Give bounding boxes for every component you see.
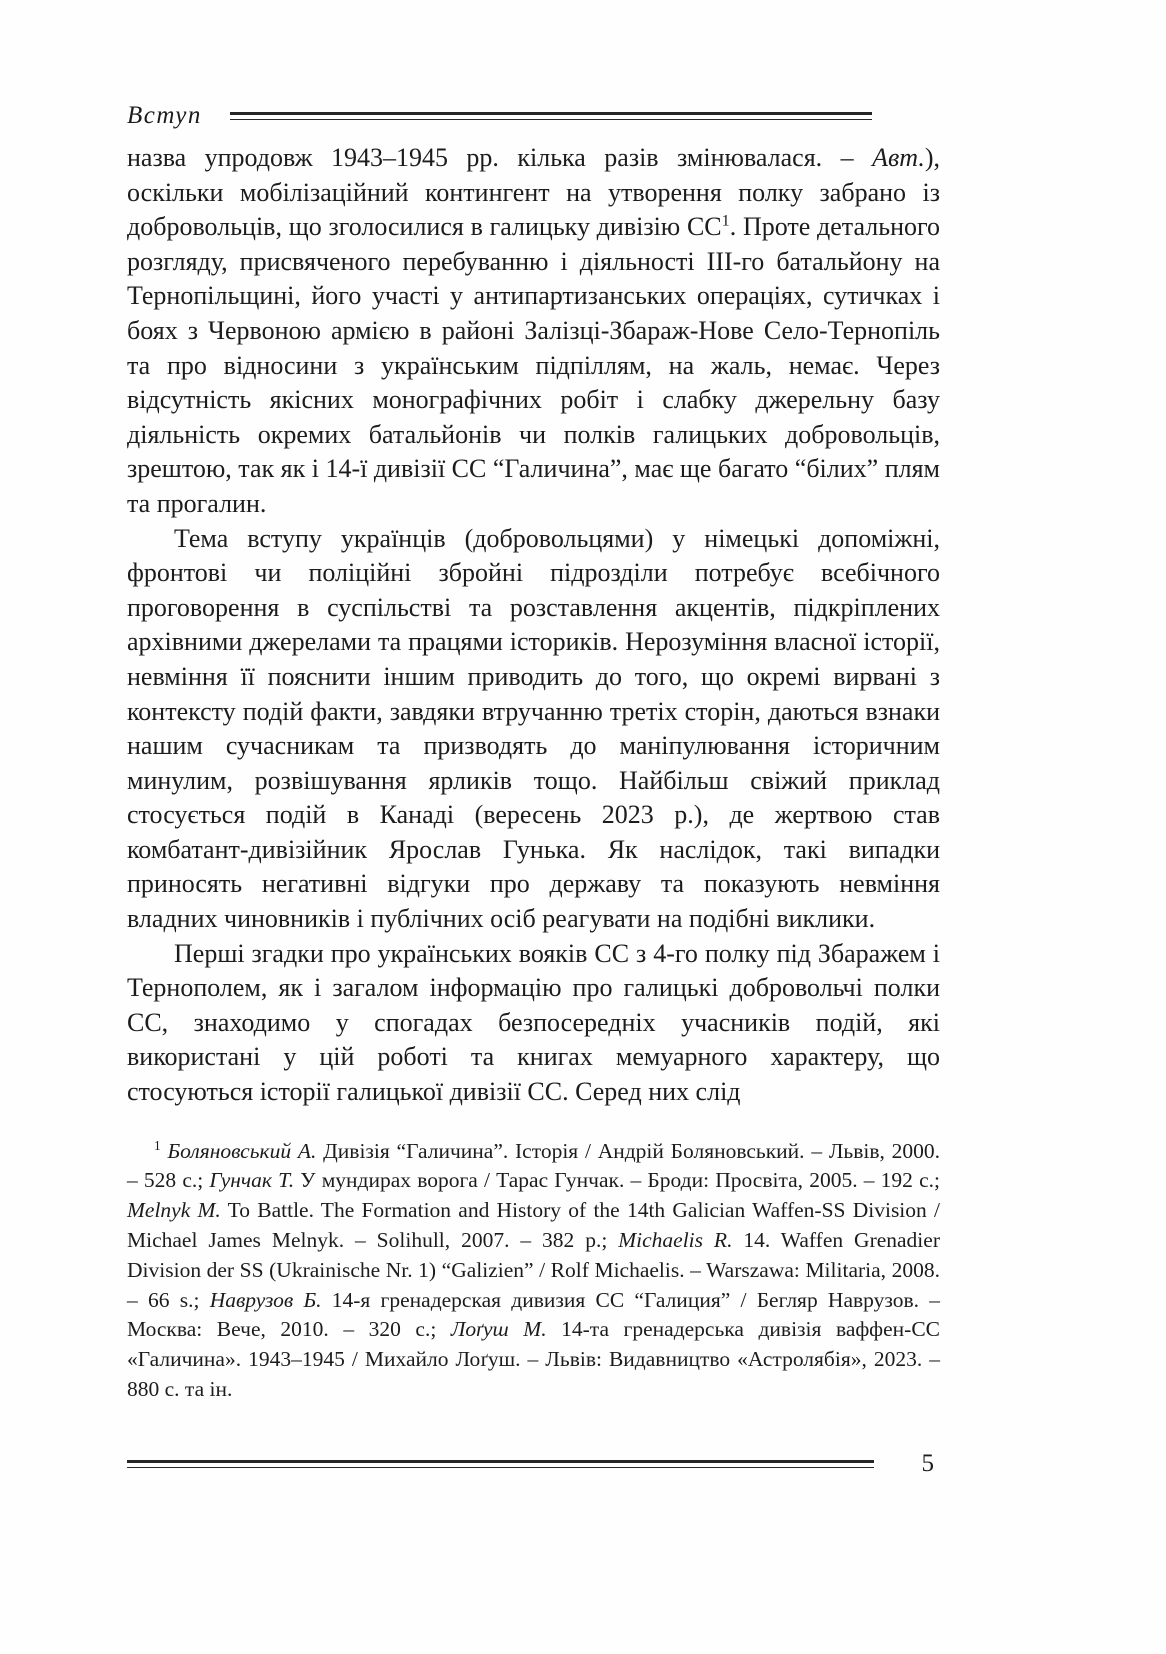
text-segment: Перші згадки про українських вояків СС з 4-го полку під Збаражем і Тернополем, як і загалом інформацію про галицькі добровольчі полки СС, знаходимо у спогадах безпосередніх учасників подій, які використані у цій роботі та книгах мемуарного характеру, що стосуються історії галицької дивізії СС. Серед них слід: [127, 938, 940, 1107]
text-segment: назва упродовж 1943–1945 рр. кілька разів змінювалася. –: [127, 143, 873, 172]
italic-text: Авт.: [872, 143, 925, 172]
paragraph: [127, 937, 940, 1110]
superscript-marker: 1: [154, 1137, 161, 1153]
text-segment: Дивізія “Галичина”. Історія / Андрій Боляновський. – Львів, 2000. – 528 с.;: [127, 1138, 941, 1193]
paragraph: [127, 522, 940, 937]
text-segment: . Проте детального розгляду, присвяченого перебуванню і діяльності ІІІ-го батальйону на Тернопільщині, його участі у антипартизанських операціях, сутичках і боях з Червоною армією в районі Залізці-Збараж-Нове Село-Тернопіль та про відносини з українським підпіллям, на жаль, немає. Через відсутність якісних монографічних робіт і слабку джерельну базу діяльність окремих батальйонів чи полків галицьких добровольців, зрештою, так як і 14-ї дивізії СС “Галичина”, має ще багато “білих” плям та прогалин.: [127, 212, 941, 518]
page-content: [127, 141, 940, 1405]
paragraph: [127, 141, 940, 522]
text-segment: Тема вступу українців (добровольцями) у німецькі допоміжні, фронтові чи поліційні збройні підрозділи потребує всебічного проговорення в суспільстві та розставлення акцентів, підкріплених архівними джерелами та працями істориків. Нерозуміння власної історії, невміння її пояснити іншим приводить до того, що окремі вирвані з контексту подій факти, завдяки втручанню третіх сторін, даються взнаки нашим сучасникам та призводять до маніпулювання історичним минулим, розвішування ярликів тощо. Найбільш свіжий приклад стосується подій в Канаді (вересень 2023 р.), де жертвою став комбатант-дивізійник Ярослав Гунька. Як наслідок, такі випадки приносять негативні відгуки про державу та показують невміння владних чиновників і публічних осіб реагувати на подібні виклики.: [127, 523, 940, 934]
italic-text: Гунчак Т.: [209, 1168, 295, 1193]
footnote-text: [127, 1137, 940, 1405]
text-segment: 14-я гренадерская дивизия СС “Галиция” / Бегляр Наврузов. – Москва: Вече, 2010. – 320 с.;: [127, 1287, 940, 1342]
page-number: 5: [921, 1450, 934, 1477]
italic-text: Наврузов Б.: [209, 1287, 322, 1312]
header-rule: [230, 112, 872, 120]
page-header: [127, 100, 940, 132]
footer-rule: [127, 1460, 874, 1468]
superscript-marker: 1: [721, 212, 730, 230]
text-segment: 14-та гренадерська дивізія ваффен-СС «Галичина». 1943–1945 / Михайло Лоґуш. – Львів: Видавництво «Астролябія», 2023. – 880 с. та ін.: [127, 1317, 940, 1401]
italic-text: Michaelis R.: [618, 1228, 733, 1253]
italic-text: Melnyk M.: [127, 1198, 221, 1223]
italic-text: Боляновський А.: [167, 1138, 317, 1163]
text-segment: 14. Waffen Grenadier Division der SS (Ukrainische Nr. 1) “Galizien” / Rolf Michaelis. – Warszawa: Militaria, 2008. – 66 s.;: [127, 1228, 940, 1312]
chapter-title: Вступ: [127, 102, 202, 129]
body-paragraphs: [127, 141, 940, 1110]
italic-text: Лоґуш М.: [450, 1317, 547, 1342]
text-segment: To Battle. The Formation and History of the 14th Galician Waffen-SS Division / Michael James Melnyk. – Solihull, 2007. – 382 p.;: [127, 1198, 940, 1253]
text-segment: ), оскільки мобілізаційний контингент на утворення полку забрано із добровольців, що зголосилися в галицьку дивізію СС: [127, 143, 940, 242]
page-footer: [127, 1448, 940, 1480]
footnote-section: [127, 1137, 940, 1405]
text-segment: У мундирах ворога / Тарас Гунчак. – Броди: Просвіта, 2005. – 192 с.;: [294, 1168, 940, 1193]
